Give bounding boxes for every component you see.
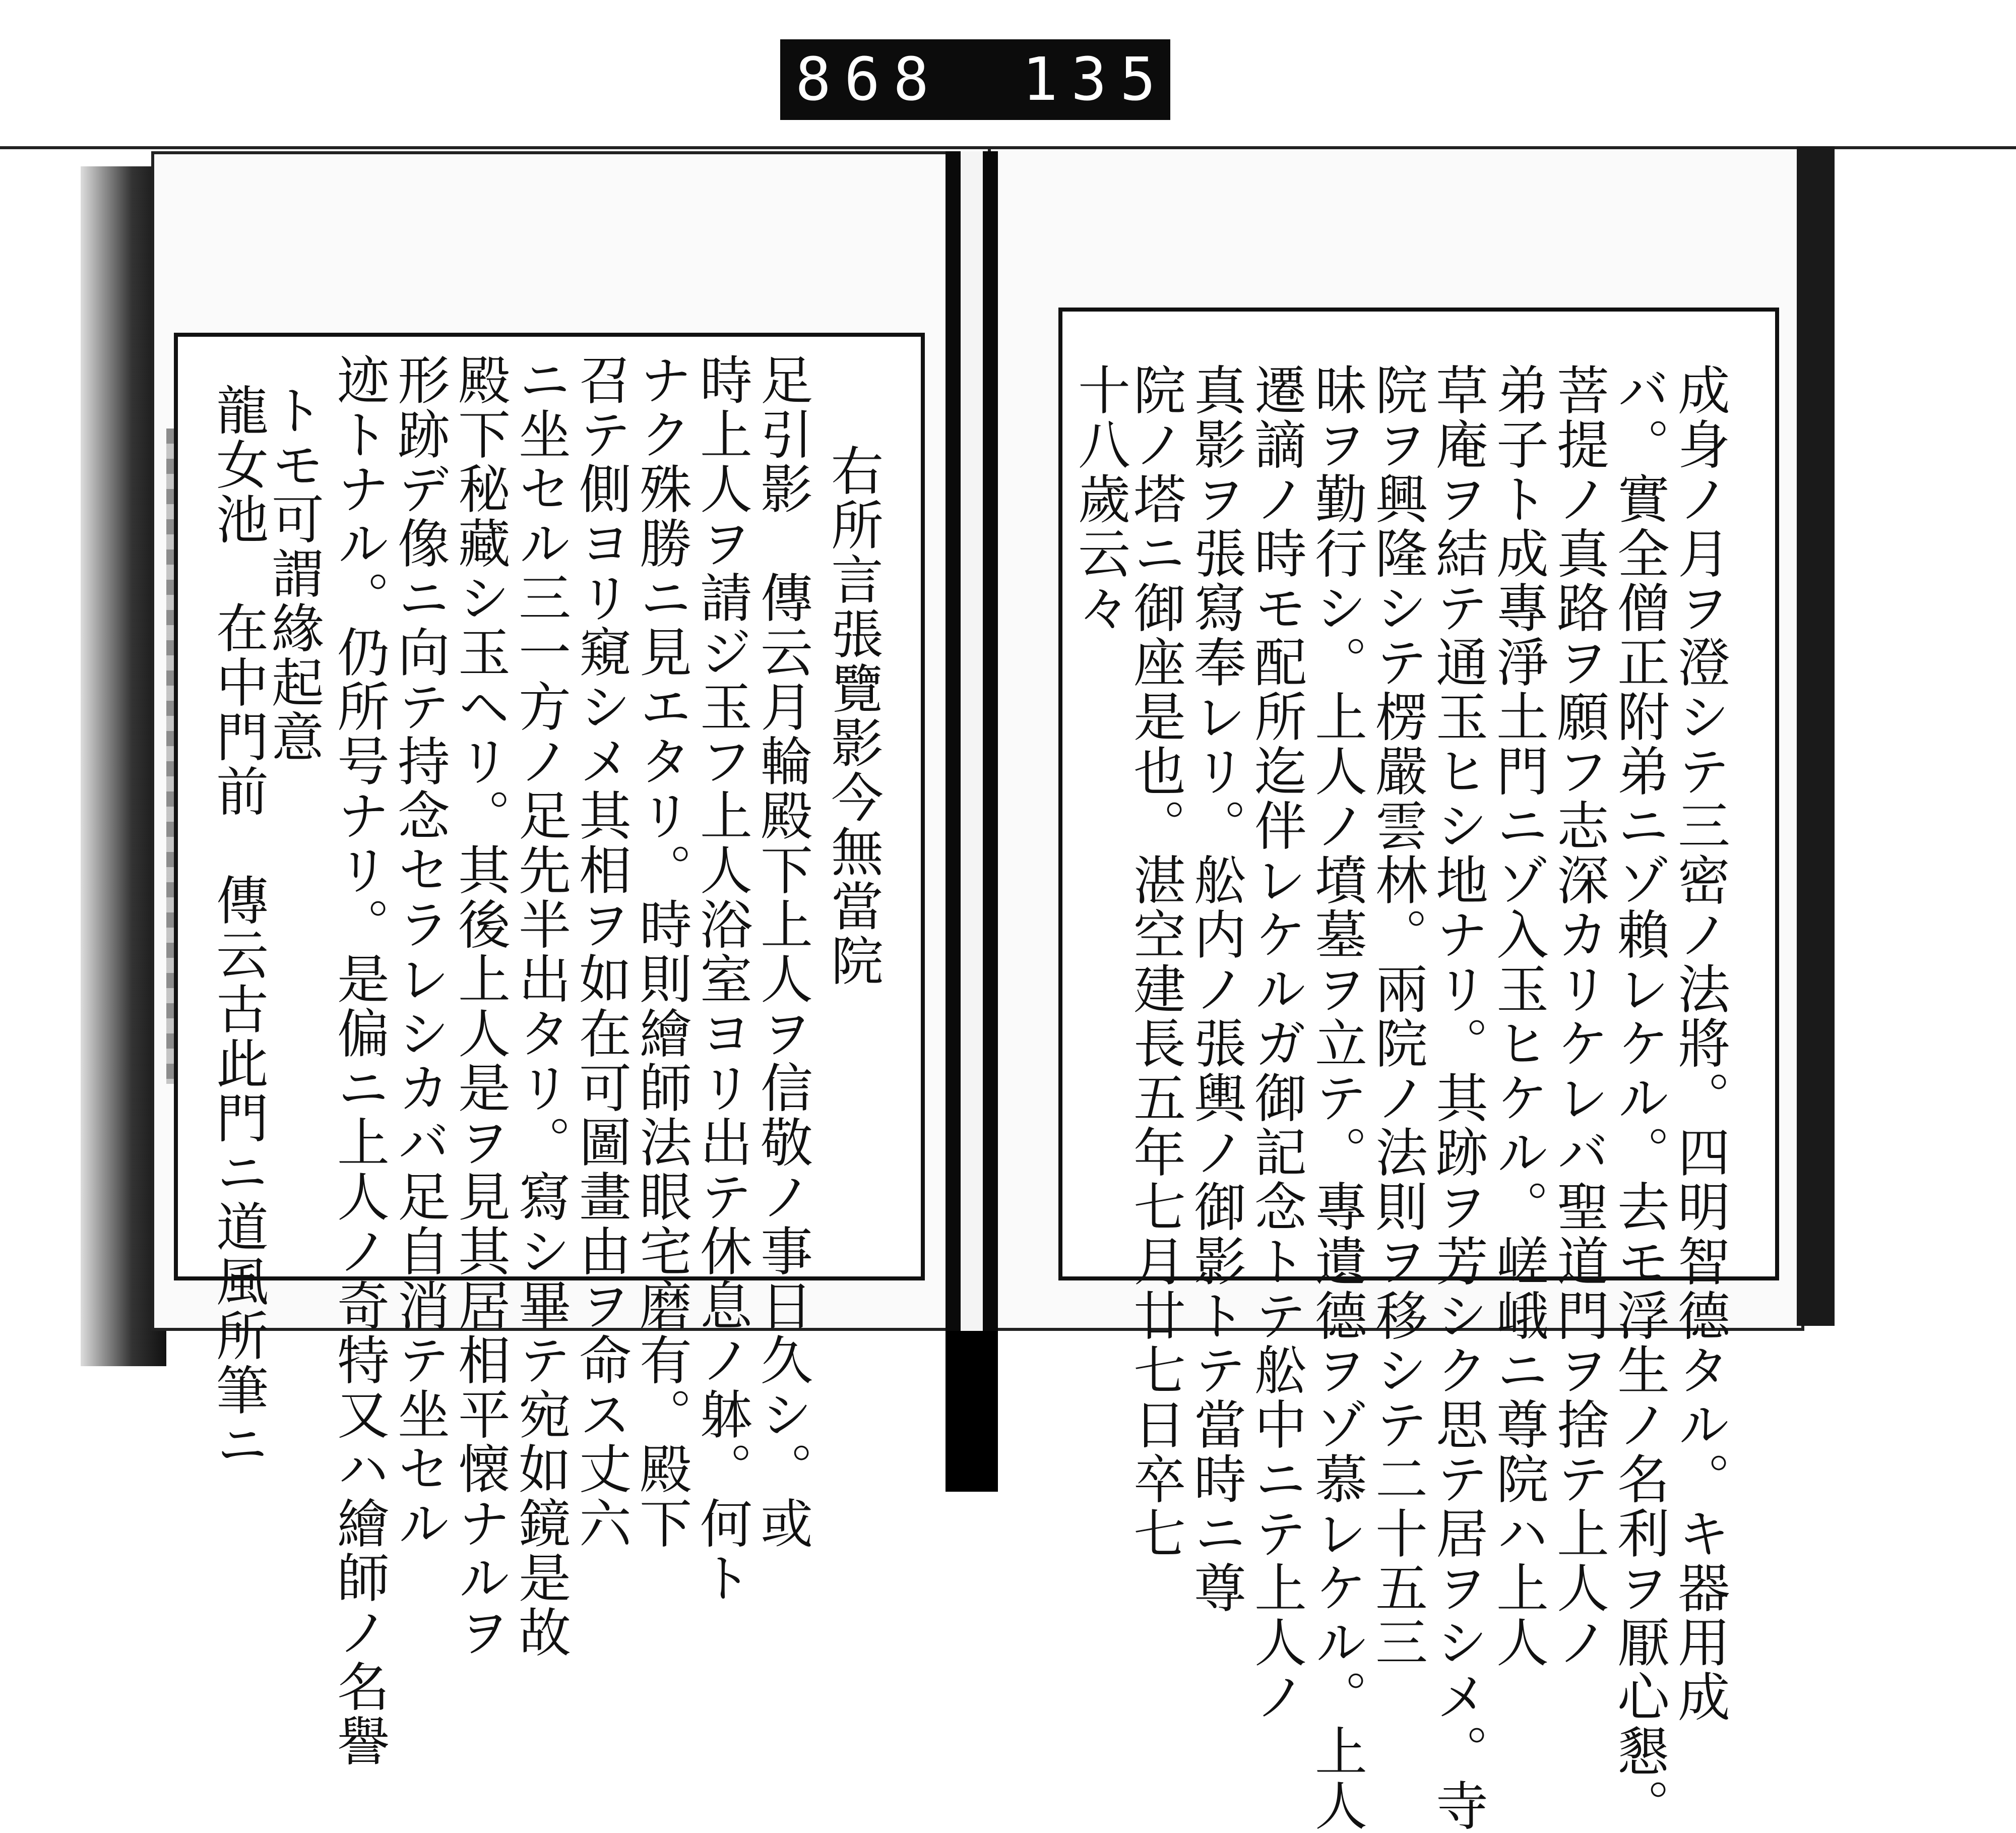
right-column: 成身ノ月ヲ澄シテ三密ノ法將。四明智德タル。キ器用成 — [1669, 363, 1730, 1724]
left-column: 右所言張覽影今無當院 — [822, 444, 884, 988]
left-column: 召テ側ヨリ窺シメ其相ヲ如在可圖畫由ヲ命ス丈六 — [570, 353, 632, 1551]
left-column: 殿下秘藏シ玉ヘリ。其後上人是ヲ見其居相平懐ナルヲ — [449, 353, 511, 1660]
right-column: 昧ヲ勤行シ。上人ノ墳墓ヲ立テ。專遺德ヲゾ慕レケル。上人 — [1306, 363, 1367, 1833]
left-column: 龍女池 在中門前 傳云古此門ニ道風所筆ニ — [207, 383, 269, 1472]
archive-label — [780, 39, 1218, 120]
left-column: 時上人ヲ請ジ玉フ上人浴室ヨリ出テ休息ノ躰。何ト — [691, 353, 752, 1605]
archive-number-right: 135. — [1022, 44, 1218, 114]
left-column: 足引影 傳云月輪殿下上人ヲ信敬ノ事日久シ。或 — [751, 353, 813, 1551]
right-column: 十八歲云々 — [1069, 363, 1130, 635]
right-column: 院ノ塔ニ御座是也。湛空建長五年七月廿七日卒七 — [1124, 363, 1186, 1561]
left-column: 迹トナル。仍所号ナリ。是偏ニ上人ノ奇特又ハ繪師ノ名譽 — [328, 353, 390, 1768]
right-column: 遷謫ノ時モ配所迄伴レケルガ御記念トテ舩中ニテ上人ノ — [1245, 363, 1307, 1724]
spine-bottom — [946, 1331, 998, 1492]
right-page-edge — [1797, 146, 1835, 1326]
right-column: 草庵ヲ結テ通玉ヒシ地ナリ。其跡ヲ芳シク思テ居ヲシメ。寺 — [1427, 363, 1488, 1833]
left-column: ニ坐セル三一方ノ足先半出タリ。寫シ畢テ宛如鏡是故 — [510, 353, 571, 1660]
right-column: バ。實全僧正附弟ニゾ賴レケル。去モ浮生ノ名利ヲ厭心懇。 — [1608, 363, 1670, 1833]
left-column: 形跡デ像ニ向テ持念セラレシカバ足自消テ坐セル — [389, 353, 450, 1551]
right-column: 弟子ト成專淨土門ニゾ入玉ヒケル。嵯峨ニ尊院ハ上人 — [1487, 363, 1549, 1670]
right-column: 菩提ノ真路ヲ願フ志深カリケレバ聖道門ヲ捨テ上人ノ — [1548, 363, 1609, 1670]
left-column: ナク殊勝ニ見エタリ。時則繪師法眼宅磨有。殿下 — [631, 353, 692, 1551]
right-column: 真影ヲ張寫奉レリ。舩内ノ張輿ノ御影トテ當時ニ尊 — [1185, 363, 1246, 1615]
archive-number-left: 868 — [795, 44, 942, 114]
book-gutter — [961, 151, 983, 1341]
left-column: トモ可謂緣起意 — [263, 383, 324, 764]
right-column: 院ヲ興隆シテ楞嚴雲林。兩院ノ法則ヲ移シテ二十五三 — [1366, 363, 1428, 1670]
